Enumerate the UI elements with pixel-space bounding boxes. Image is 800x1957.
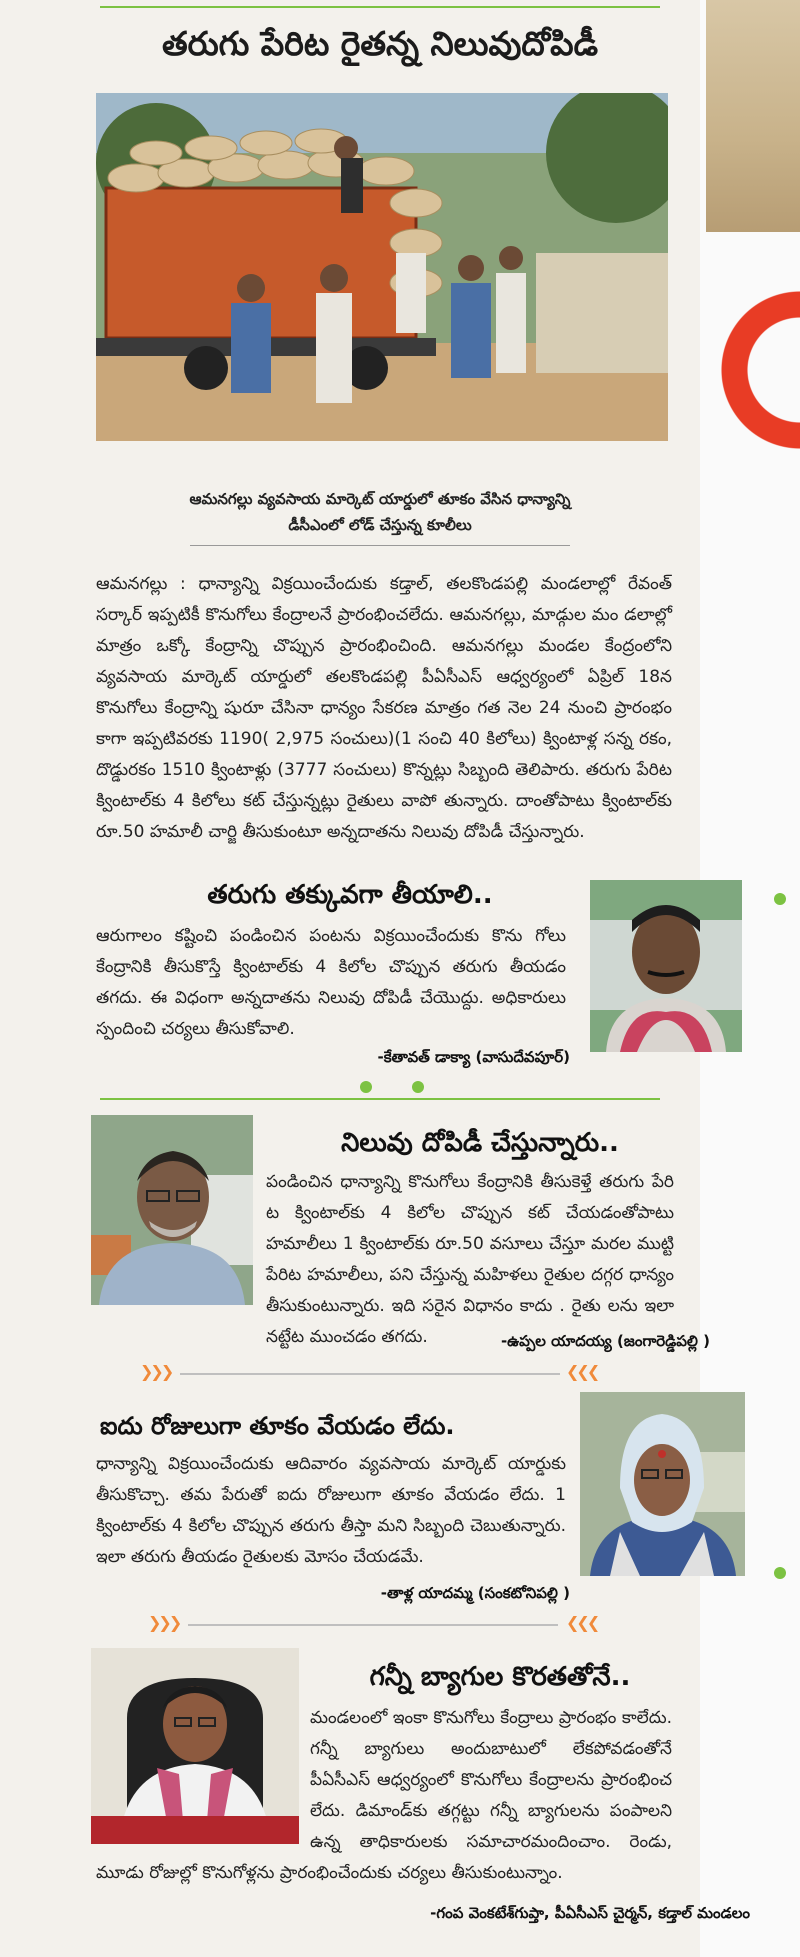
separator-ornament [360,1080,440,1094]
quote3-text: ధాన్యాన్ని విక్రయించేందుకు ఆదివారం వ్యవసాయ మార్కెట్ యార్డుకు తీసుకొచ్చా. తమ పేరుతో ఐదు రోజులుగా తూకం వేయడం లేదు. 1 క్వింటాల్‌కు 4 కిలోల చొప్పున తరుగు తీస్తా మని సిబ్బంది చెబుతున్నారు. ఇలా తరుగు తీయడం రైతులకు మోసం చేయడమే. [96,1454,566,1567]
quote4-byline: -గంప వెంకటేశ్‌గుప్తా, పీఏసీఎస్ చైర్మన్, కడ్తాల్ మండలం [430,1904,750,1922]
quote2-byline: -ఉప్పల యాదయ్య (జంగారెడ్డిపల్లి ) [500,1332,710,1350]
decor-dot [774,893,786,905]
article-body: ఆమనగల్లు : ధాన్యాన్ని విక్రయించేందుకు కడ్తాల్, తలకొండపల్లి మండలాల్లో రేవంత్ సర్కార్ ఇప్పటికీ కొనుగోలు కేంద్రాలనే ప్రారంభించలేదు. ఆమనగల్లు, మాడ్గుల మం డలాల్లో మాత్రం ఒక్కో కేంద్రాన్ని చొప్పున ప్రారంభించింది. ఆమనగల్లు మండల కేంద్రంలోని వ్యవసాయ మార్కెట్ యార్డులో తలకొండపల్లి పీఏసీఎస్ ఆధ్వర్యంలో ఏప్రిల్ 18న కొనుగోలు కేంద్రాన్ని షురూ చేసినా ధాన్యం సేకరణ మాత్రం గత నెల 24 నుంచి ప్రారంభం కాగా ఇప్పటివరకు 1190( 2,975 సంచులు)(1 సంచి 40 కిలోలు) క్వింటాళ్ల సన్న రకం, దొడ్డురకం 1510 క్వింటాళ్లు (3777 సంచులు) కొన్నట్లు సిబ్బంది తెలిపారు. తరుగు పేరిట క్వింటాల్‌కు 4 కిలోలు కట్ చేస్తున్నట్లు రైతులు వాపో తున్నారు. దాంతోపాటు క్వింటాల్‌కు రూ.50 హమాలీ చార్జి తీసుకుంటూ అన్నదాతను నిలువు దోపిడీ చేస్తున్నారు. [96,574,672,842]
arrow-rule [180,1373,560,1375]
arrow-ornament-right: ❮❮❮ [566,1362,598,1381]
arrow-ornament-left: ❯❯❯ [148,1613,180,1632]
decor-dot [774,1567,786,1579]
main-photo [96,93,668,441]
photo-caption [100,486,660,538]
quote1-text: ఆరుగాలం కష్టించి పండించిన పంటను విక్రయించేందుకు కొను గోలు కేంద్రానికి తీసుకొస్తే క్వింటాల్‌కు 4 కిలోల చొప్పున తరుగు తీయడం తగదు. ఈ విధంగా అన్నదాతను నిలువు దోపిడీ చేయొద్దు. అధికారులు స్పందించి చర్యలు తీసుకోవాలి. [96,926,566,1039]
quote1-portrait [590,880,742,1052]
adjacent-graphic [706,250,800,490]
top-rule [100,6,660,8]
quote2-text: పండించిన ధాన్యాన్ని కొనుగోలు కేంద్రానికి తీసుకెళ్తే తరుగు పేరి ట క్వింటాల్‌కు 4 కిలోల చొప్పున కట్ చేయడంతోపాటు హమాలీలు 1 క్వింటాల్‌కు రూ.50 వసూలు చేస్తూ మరల ముట్టి పేరిట హమాలీలు, పని చేస్తున్న మహిళలు రైతుల దగ్గర ధాన్యం తీసుకుంటున్నారు. ఇది సరైన విధానం కాదు . రైతు లను ఇలా నట్టేట ముంచడం తగదు. [266,1172,674,1347]
quote2-portrait [91,1115,253,1305]
separator-rule [100,1098,660,1100]
photo-caption-line1: ఆమనగల్లు వ్యవసాయ మార్కెట్ యార్డులో తూకం వేసిన ధాన్యాన్ని [189,490,571,508]
headline: తరుగు పేరిట రైతన్న నిలువుదోపిడీ [161,24,598,63]
arrow-ornament-right: ❮❮❮ [566,1613,598,1632]
photo-caption-line2: డీసీఎంలో లోడ్ చేస్తున్న కూలీలు [288,516,472,534]
quote3-portrait [580,1392,745,1576]
quote4-title: గన్నీ బ్యాగుల కొరతతోనే.. [369,1662,631,1692]
ornament-dot [412,1081,424,1093]
quote1-title: తరుగు తక్కువగా తీయాలి.. [207,880,493,910]
adjacent-photo [706,0,800,232]
quote3-title: ఐదు రోజులుగా తూకం వేయడం లేదు. [100,1412,455,1440]
quote1-byline: -కేతావత్ డాక్యా (వాసుదేవపూర్) [377,1048,570,1066]
arrow-rule [188,1624,558,1626]
quote2-title: నిలువు దోపిడీ చేస్తున్నారు.. [341,1128,619,1158]
quote4-float-spacer [96,1703,310,1853]
caption-rule [190,545,570,546]
ornament-dot [360,1081,372,1093]
quote3-byline: -తాళ్ల యాదమ్మ (సంకటోనిపల్లి ) [380,1584,570,1602]
quote4-text: మండలంలో ఇంకా కొనుగోలు కేంద్రాలు ప్రారంభం కాలేదు. గన్నీ బ్యాగులు అందుబాటులో లేకపోవడంతోనే పీఏసీఎస్ ఆధ్వర్యంలో కొనుగోలు కేంద్రాలను ప్రారంభించ లేదు. డిమాండ్‌కు తగ్గట్టు గన్నీ బ్యాగులను పంపాలని ఉన్న తాధికారులకు సమాచారమందించాం. రెండు, మూడు రోజుల్లో కొనుగోళ్లను ప్రారంభించేందుకు చర్యలు తీసుకుంటున్నాం. [96,1703,672,1889]
arrow-ornament-left: ❯❯❯ [140,1362,172,1381]
